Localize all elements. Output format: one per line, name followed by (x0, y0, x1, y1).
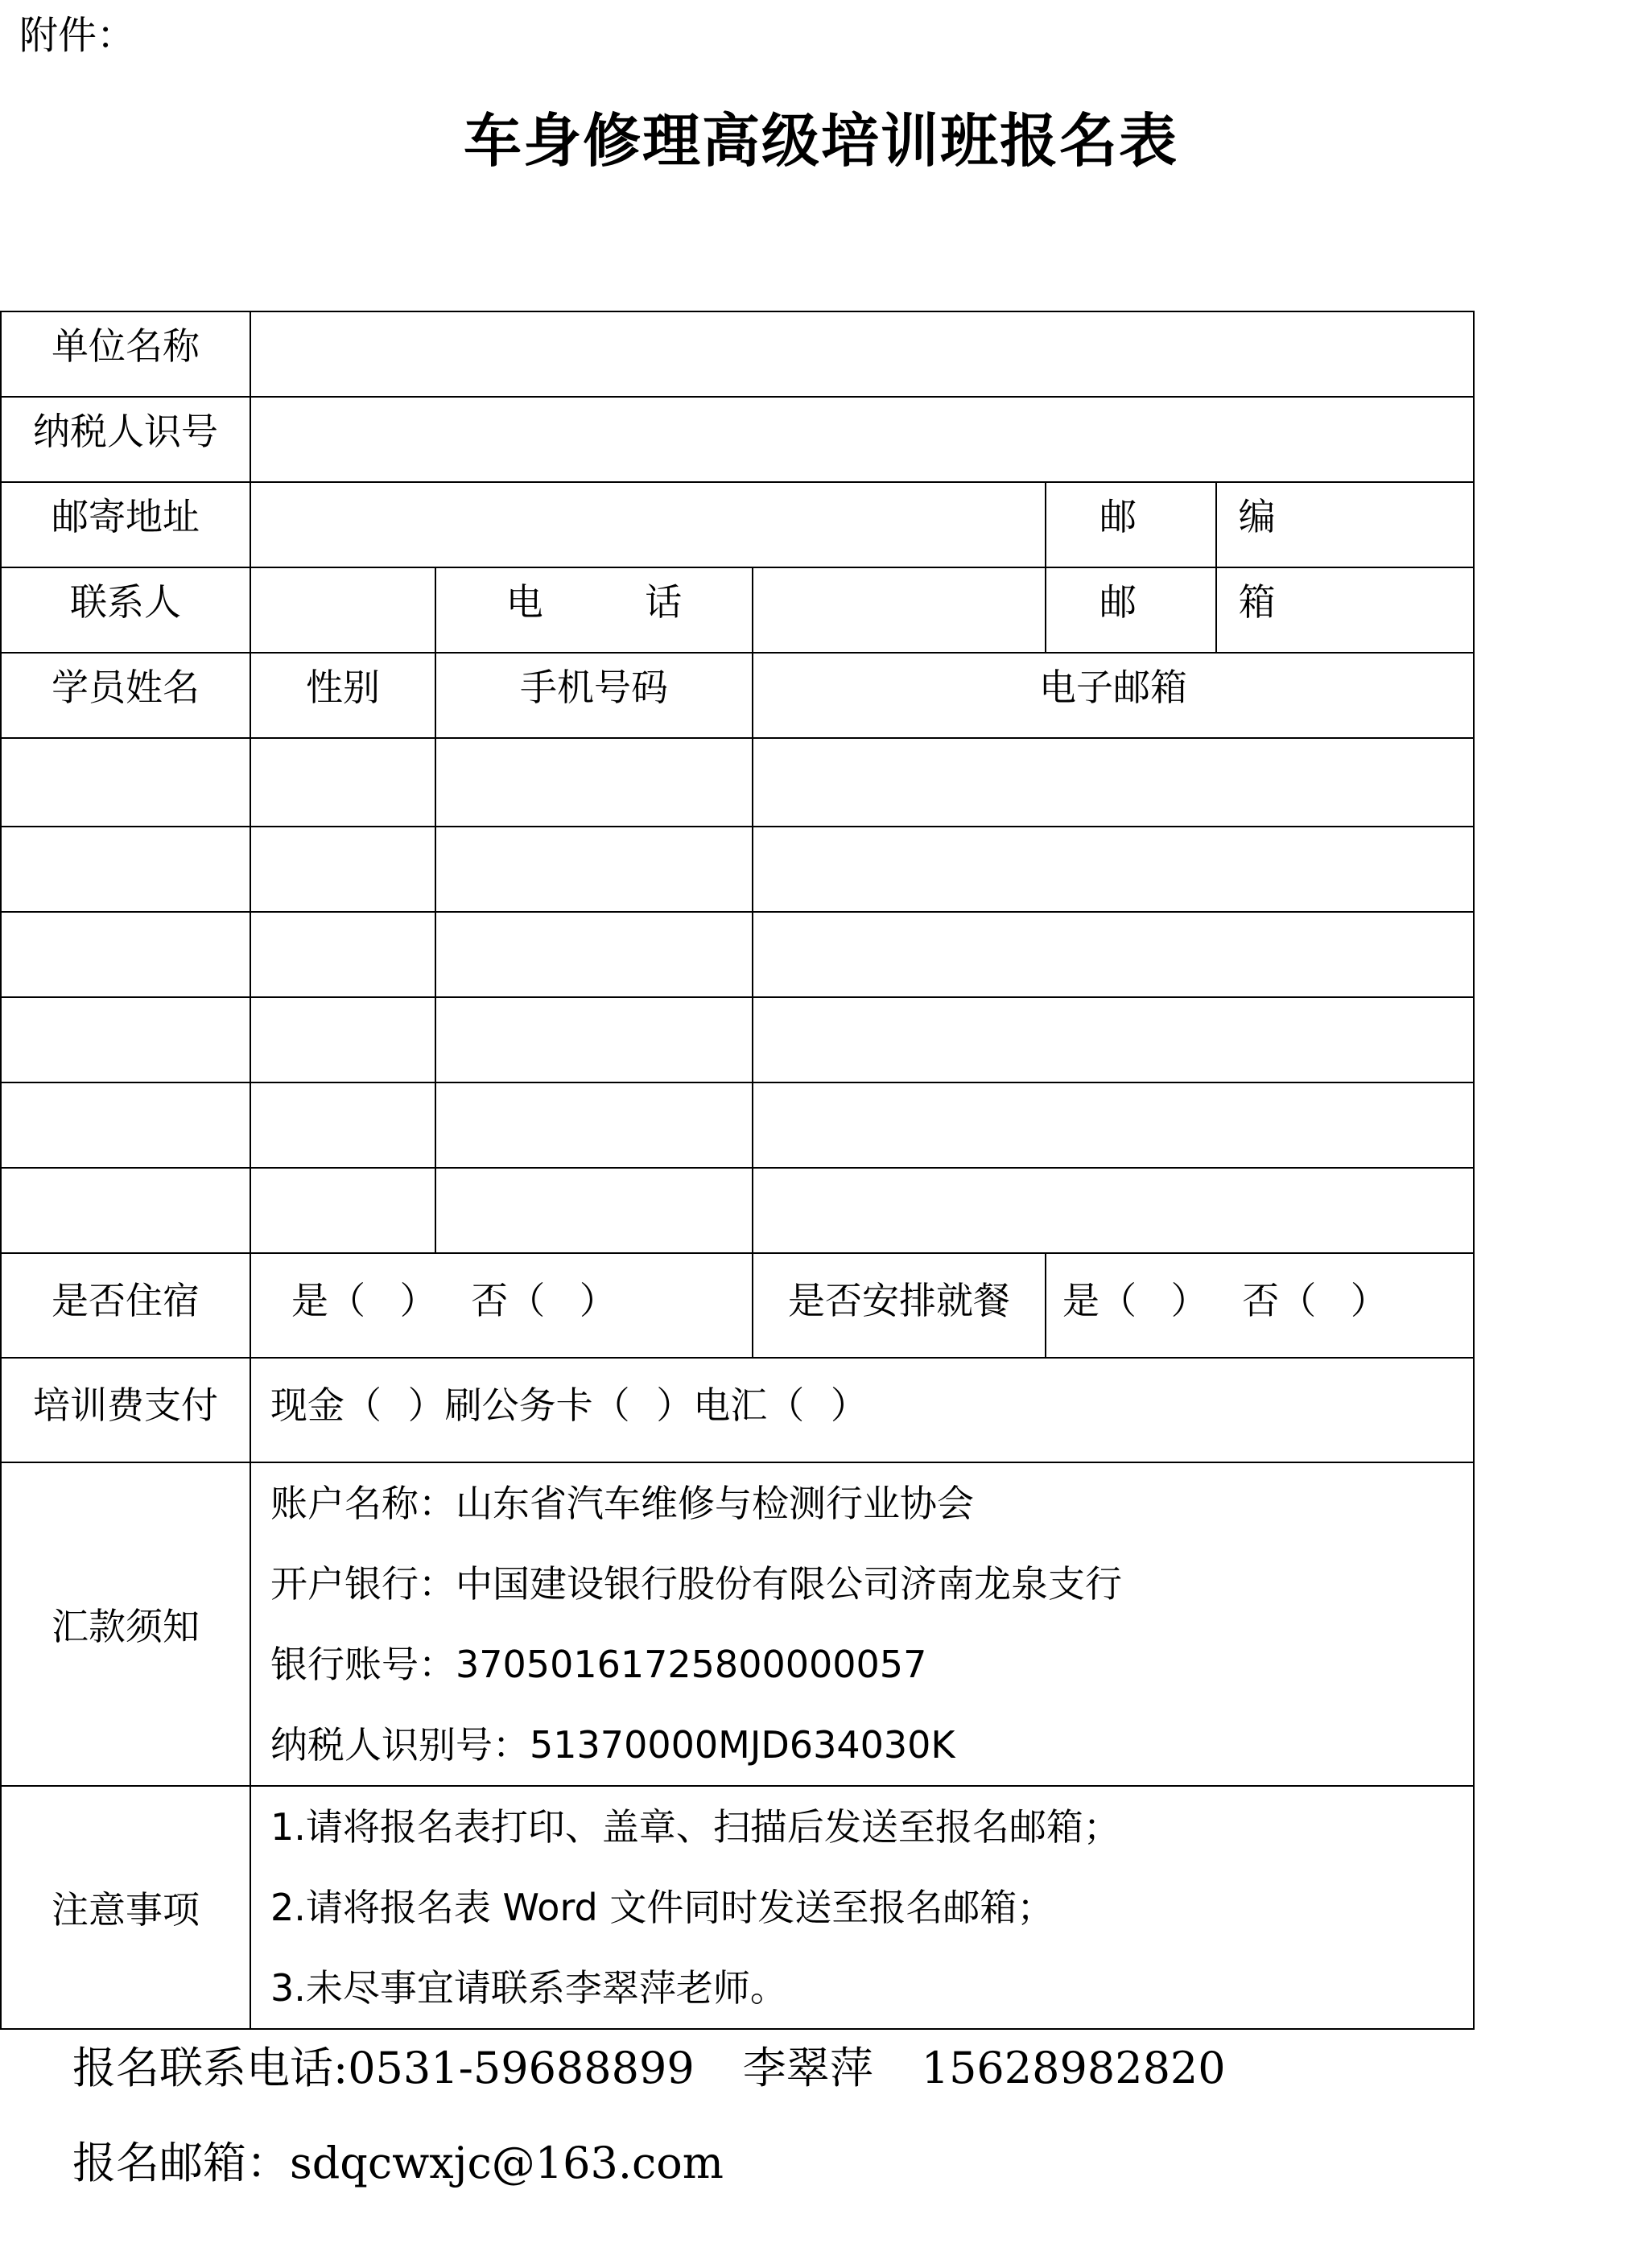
student-name-cell[interactable] (1, 1082, 250, 1168)
mobile-cell[interactable] (435, 1168, 753, 1253)
footer-email-line: 报名邮箱：sdqcwxjc@163.com (72, 2138, 724, 2188)
footer-phone-line (72, 2036, 1226, 2101)
notes-label: 注意事项 (1, 1786, 250, 2029)
gender-cell[interactable] (250, 912, 435, 997)
note-item: 3.未尽事宜请联系李翠萍老师。 (270, 1966, 787, 2010)
remit-account-number: 银行账号：37050161725800000057 (270, 1643, 927, 1686)
email-header: 电子邮箱 (753, 653, 1474, 738)
tax-id-label: 纳税人识号 (1, 397, 250, 482)
attachment-label: 附件： (19, 13, 136, 58)
phone-label: 电 话 (435, 567, 753, 653)
footer-phone-label: 报名联系电话:0531-59688899 (72, 2043, 695, 2093)
table-row (1, 827, 1474, 912)
notes-info (250, 1786, 1474, 2029)
gender-cell[interactable] (250, 738, 435, 827)
gender-cell[interactable] (250, 1082, 435, 1168)
fee-label: 培训费支付 (1, 1358, 250, 1462)
gender-cell[interactable] (250, 997, 435, 1082)
contact-field[interactable] (250, 567, 435, 653)
postcode-label: 邮 编 (1046, 482, 1216, 567)
contact-label: 联系人 (1, 567, 250, 653)
student-name-cell[interactable] (1, 997, 250, 1082)
remit-info (250, 1462, 1474, 1786)
table-row (1, 1082, 1474, 1168)
mailbox-label: 邮 箱 (1046, 567, 1216, 653)
footer-mobile: 15628982820 (921, 2043, 1226, 2093)
mail-address-label: 邮寄地址 (1, 482, 250, 567)
student-name-cell[interactable] (1, 827, 250, 912)
table-row (1, 1168, 1474, 1253)
remit-bank: 开户银行：中国建设银行股份有限公司济南龙泉支行 (270, 1562, 1122, 1606)
page-title: 车身修理高级培训班报名表 (463, 107, 1178, 175)
email-cell[interactable] (753, 912, 1474, 997)
mail-address-field[interactable] (250, 482, 1046, 567)
accommodation-options[interactable]: 是（ ） 否（ ） (250, 1253, 753, 1358)
fee-options[interactable]: 现金（ ）刷公务卡（ ）电汇（ ） (250, 1358, 1474, 1462)
email-cell[interactable] (753, 738, 1474, 827)
email-cell[interactable] (753, 997, 1474, 1082)
gender-header: 性别 (250, 653, 435, 738)
footer-contact-name: 李翠萍 (742, 2043, 873, 2093)
email-cell[interactable] (753, 827, 1474, 912)
accommodation-label: 是否住宿 (1, 1253, 250, 1358)
email-cell[interactable] (753, 1168, 1474, 1253)
unit-name-label: 单位名称 (1, 311, 250, 397)
mobile-header: 手机号码 (435, 653, 753, 738)
phone-field[interactable] (753, 567, 1046, 653)
remit-label: 汇款须知 (1, 1462, 250, 1786)
student-name-header: 学员姓名 (1, 653, 250, 738)
remit-account-name: 账户名称：山东省汽车维修与检测行业协会 (270, 1482, 974, 1525)
table-row (1, 738, 1474, 827)
student-name-cell[interactable] (1, 1168, 250, 1253)
table-row (1, 912, 1474, 997)
gender-cell[interactable] (250, 827, 435, 912)
gender-cell[interactable] (250, 1168, 435, 1253)
mobile-cell[interactable] (435, 827, 753, 912)
mobile-cell[interactable] (435, 912, 753, 997)
tax-id-field[interactable] (250, 397, 1474, 482)
student-name-cell[interactable] (1, 738, 250, 827)
meals-label: 是否安排就餐 (753, 1253, 1046, 1358)
mobile-cell[interactable] (435, 738, 753, 827)
table-row (1, 997, 1474, 1082)
mobile-cell[interactable] (435, 1082, 753, 1168)
student-name-cell[interactable] (1, 912, 250, 997)
remit-tax-id: 纳税人识别号：51370000MJD634030K (270, 1723, 955, 1767)
registration-form (0, 311, 1475, 2030)
note-item: 2.请将报名表 Word 文件同时发送至报名邮箱； (270, 1886, 1054, 1929)
unit-name-field[interactable] (250, 311, 1474, 397)
mobile-cell[interactable] (435, 997, 753, 1082)
email-cell[interactable] (753, 1082, 1474, 1168)
meals-options[interactable]: 是（ ） 否（ ） (1046, 1253, 1474, 1358)
note-item: 1.请将报名表打印、盖章、扫描后发送至报名邮箱； (270, 1805, 1120, 1849)
